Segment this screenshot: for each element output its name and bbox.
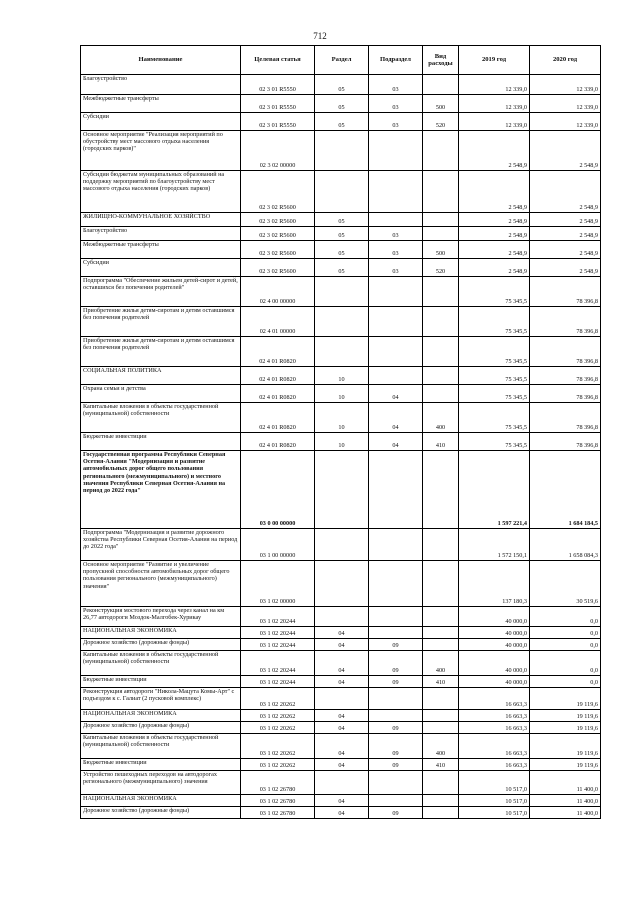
cell-name: Субсидии xyxy=(81,259,241,277)
cell-section: 05 xyxy=(315,227,369,241)
cell-2020: 2 548,9 xyxy=(530,259,601,277)
budget-table xyxy=(80,45,601,819)
cell-code: 02 3 02 R5600 xyxy=(241,213,315,227)
table-row xyxy=(81,607,601,627)
cell-name: Реконструкция автодороги "Никола-Мацута Комы-Арт" с подъездом к с. Галиат (2 пусковой комплекс) xyxy=(81,688,241,710)
table-row xyxy=(81,639,601,651)
cell-2020: 1 684 184,5 xyxy=(530,451,601,529)
table-row xyxy=(81,807,601,819)
cell-name: ЖИЛИЩНО-КОММУНАЛЬНОЕ ХОЗЯЙСТВО xyxy=(81,213,241,227)
cell-subsection: 09 xyxy=(369,651,423,676)
cell-subsection xyxy=(369,337,423,367)
cell-2019: 75 345,5 xyxy=(459,385,530,403)
cell-name: Благоустройство xyxy=(81,75,241,95)
cell-2020: 2 548,9 xyxy=(530,171,601,213)
cell-2020: 0,0 xyxy=(530,607,601,627)
cell-2020: 78 396,8 xyxy=(530,337,601,367)
cell-expense-type xyxy=(423,337,459,367)
table-row xyxy=(81,95,601,113)
cell-2020: 0,0 xyxy=(530,676,601,688)
cell-name: Субсидии бюджетам муниципальных образований на поддержку мероприятий по благоустройству мест массового отдыха населения (городских парков) xyxy=(81,171,241,213)
cell-name: Субсидии xyxy=(81,113,241,131)
table-row xyxy=(81,734,601,759)
cell-2019: 1 572 150,1 xyxy=(459,529,530,561)
cell-2020: 19 119,6 xyxy=(530,734,601,759)
cell-2019: 1 597 221,4 xyxy=(459,451,530,529)
table-row xyxy=(81,131,601,171)
cell-expense-type: 400 xyxy=(423,734,459,759)
cell-code: 03 1 02 20244 xyxy=(241,676,315,688)
cell-subsection: 09 xyxy=(369,676,423,688)
cell-2020: 78 396,8 xyxy=(530,277,601,307)
cell-subsection: 09 xyxy=(369,639,423,651)
cell-expense-type: 410 xyxy=(423,433,459,451)
table-row xyxy=(81,367,601,385)
cell-section: 04 xyxy=(315,627,369,639)
cell-2020: 1 658 084,3 xyxy=(530,529,601,561)
cell-name: Капитальные вложения в объекты государственной (муниципальной) собственности xyxy=(81,651,241,676)
cell-2019: 2 548,9 xyxy=(459,171,530,213)
cell-name: Капитальные вложения в объекты государственной (муниципальной) собственности xyxy=(81,403,241,433)
cell-subsection: 04 xyxy=(369,385,423,403)
cell-subsection xyxy=(369,561,423,607)
table-row xyxy=(81,213,601,227)
cell-subsection xyxy=(369,771,423,795)
cell-subsection: 04 xyxy=(369,433,423,451)
cell-name: Благоустройство xyxy=(81,227,241,241)
cell-name: НАЦИОНАЛЬНАЯ ЭКОНОМИКА xyxy=(81,710,241,722)
cell-2019: 16 663,3 xyxy=(459,722,530,734)
cell-subsection: 03 xyxy=(369,259,423,277)
cell-expense-type: 400 xyxy=(423,651,459,676)
cell-name: Дорожное хозяйство (дорожные фонды) xyxy=(81,722,241,734)
table-row xyxy=(81,277,601,307)
table-row xyxy=(81,676,601,688)
cell-code: 03 1 02 20262 xyxy=(241,722,315,734)
cell-code: 02 3 02 R5600 xyxy=(241,259,315,277)
cell-code: 02 4 00 00000 xyxy=(241,277,315,307)
cell-2019: 2 548,9 xyxy=(459,259,530,277)
cell-2019: 2 548,9 xyxy=(459,227,530,241)
cell-2020: 11 400,0 xyxy=(530,771,601,795)
cell-code: 03 1 02 20262 xyxy=(241,734,315,759)
cell-section: 05 xyxy=(315,241,369,259)
cell-expense-type xyxy=(423,451,459,529)
cell-expense-type xyxy=(423,171,459,213)
table-body xyxy=(81,75,601,819)
cell-code: 02 3 02 R5600 xyxy=(241,241,315,259)
cell-expense-type xyxy=(423,722,459,734)
cell-expense-type: 400 xyxy=(423,403,459,433)
cell-2019: 40 000,0 xyxy=(459,607,530,627)
cell-2020: 19 119,6 xyxy=(530,710,601,722)
cell-code: 03 1 02 26780 xyxy=(241,795,315,807)
cell-2019: 16 663,3 xyxy=(459,688,530,710)
cell-expense-type xyxy=(423,307,459,337)
cell-2020: 0,0 xyxy=(530,627,601,639)
cell-name: Основное мероприятие "Реализация мероприятий по обустройству мест массового отдыха населения (городских парков)" xyxy=(81,131,241,171)
cell-code: 03 1 02 26780 xyxy=(241,771,315,795)
cell-section: 05 xyxy=(315,75,369,95)
cell-code: 02 4 01 R0820 xyxy=(241,367,315,385)
cell-section xyxy=(315,771,369,795)
cell-subsection xyxy=(369,213,423,227)
cell-section: 04 xyxy=(315,722,369,734)
cell-expense-type xyxy=(423,561,459,607)
cell-subsection xyxy=(369,171,423,213)
cell-2020: 78 396,8 xyxy=(530,385,601,403)
cell-subsection: 09 xyxy=(369,734,423,759)
cell-code: 02 3 01 R5550 xyxy=(241,75,315,95)
cell-section xyxy=(315,307,369,337)
cell-subsection xyxy=(369,277,423,307)
table-row xyxy=(81,227,601,241)
table-row xyxy=(81,113,601,131)
table-row xyxy=(81,171,601,213)
cell-2020: 78 396,8 xyxy=(530,433,601,451)
cell-2020: 19 119,6 xyxy=(530,688,601,710)
table-row xyxy=(81,529,601,561)
cell-section: 04 xyxy=(315,651,369,676)
cell-expense-type xyxy=(423,807,459,819)
cell-name: Бюджетные инвестиции xyxy=(81,676,241,688)
cell-section xyxy=(315,607,369,627)
table-row xyxy=(81,403,601,433)
cell-2020: 0,0 xyxy=(530,651,601,676)
cell-expense-type xyxy=(423,529,459,561)
cell-subsection: 04 xyxy=(369,403,423,433)
table-row xyxy=(81,651,601,676)
column-header-section: Раздел xyxy=(315,46,369,75)
cell-code: 02 3 02 R5600 xyxy=(241,227,315,241)
column-header-code: Целевая статья xyxy=(241,46,315,75)
column-header-name: Наименование xyxy=(81,46,241,75)
cell-2019: 12 339,0 xyxy=(459,95,530,113)
column-header-2020: 2020 год xyxy=(530,46,601,75)
table-row xyxy=(81,795,601,807)
cell-2019: 40 000,0 xyxy=(459,627,530,639)
cell-section: 05 xyxy=(315,259,369,277)
table-header-row xyxy=(81,46,601,75)
cell-expense-type: 500 xyxy=(423,241,459,259)
cell-2020: 11 400,0 xyxy=(530,795,601,807)
cell-expense-type xyxy=(423,213,459,227)
cell-2019: 75 345,5 xyxy=(459,367,530,385)
cell-code: 03 1 02 20262 xyxy=(241,710,315,722)
cell-2020: 2 548,9 xyxy=(530,131,601,171)
cell-code: 03 1 00 00000 xyxy=(241,529,315,561)
cell-section xyxy=(315,277,369,307)
cell-2019: 12 339,0 xyxy=(459,75,530,95)
table-row xyxy=(81,307,601,337)
table-row xyxy=(81,75,601,95)
cell-expense-type xyxy=(423,367,459,385)
cell-2020: 78 396,8 xyxy=(530,307,601,337)
page-number: 712 xyxy=(313,31,327,41)
cell-2019: 10 517,0 xyxy=(459,795,530,807)
cell-subsection xyxy=(369,688,423,710)
cell-expense-type: 410 xyxy=(423,676,459,688)
cell-2019: 75 345,5 xyxy=(459,403,530,433)
cell-subsection: 03 xyxy=(369,227,423,241)
cell-code: 02 3 02 R5600 xyxy=(241,171,315,213)
cell-name: Приобретение жилья детям-сиротам и детям оставшимся без попечения родителей xyxy=(81,337,241,367)
cell-code: 02 4 01 R0820 xyxy=(241,433,315,451)
cell-subsection xyxy=(369,307,423,337)
cell-subsection xyxy=(369,627,423,639)
cell-code: 02 3 01 R5550 xyxy=(241,113,315,131)
cell-2019: 137 180,3 xyxy=(459,561,530,607)
cell-name: СОЦИАЛЬНАЯ ПОЛИТИКА xyxy=(81,367,241,385)
cell-name: Капитальные вложения в объекты государственной (муниципальной) собственности xyxy=(81,734,241,759)
cell-expense-type xyxy=(423,131,459,171)
cell-subsection xyxy=(369,367,423,385)
cell-2020: 2 548,9 xyxy=(530,227,601,241)
cell-name: НАЦИОНАЛЬНАЯ ЭКОНОМИКА xyxy=(81,795,241,807)
cell-2019: 40 000,0 xyxy=(459,676,530,688)
cell-code: 03 1 02 20244 xyxy=(241,607,315,627)
cell-2019: 16 663,3 xyxy=(459,710,530,722)
cell-code: 03 1 02 20244 xyxy=(241,651,315,676)
cell-expense-type xyxy=(423,710,459,722)
cell-section: 04 xyxy=(315,710,369,722)
cell-code: 02 4 01 00000 xyxy=(241,307,315,337)
cell-expense-type xyxy=(423,607,459,627)
cell-2020: 12 339,0 xyxy=(530,75,601,95)
cell-2020: 19 119,6 xyxy=(530,759,601,771)
cell-code: 03 0 00 00000 xyxy=(241,451,315,529)
cell-2020: 78 396,8 xyxy=(530,367,601,385)
cell-section: 10 xyxy=(315,385,369,403)
cell-section: 05 xyxy=(315,95,369,113)
cell-section xyxy=(315,131,369,171)
cell-2020: 19 119,6 xyxy=(530,722,601,734)
cell-2019: 75 345,5 xyxy=(459,307,530,337)
cell-code: 02 4 01 R0820 xyxy=(241,385,315,403)
cell-section xyxy=(315,688,369,710)
cell-subsection: 03 xyxy=(369,241,423,259)
cell-2019: 10 517,0 xyxy=(459,771,530,795)
cell-2019: 10 517,0 xyxy=(459,807,530,819)
cell-name: Охрана семьи и детства xyxy=(81,385,241,403)
cell-section: 04 xyxy=(315,795,369,807)
table-row xyxy=(81,722,601,734)
cell-2019: 40 000,0 xyxy=(459,651,530,676)
cell-code: 03 1 02 20244 xyxy=(241,627,315,639)
cell-section xyxy=(315,337,369,367)
table-row xyxy=(81,627,601,639)
cell-2020: 2 548,9 xyxy=(530,241,601,259)
table-row xyxy=(81,759,601,771)
column-header-subsection: Подраздел xyxy=(369,46,423,75)
cell-expense-type xyxy=(423,277,459,307)
cell-name: Дорожное хозяйство (дорожные фонды) xyxy=(81,807,241,819)
cell-name: Бюджетные инвестиции xyxy=(81,759,241,771)
cell-section xyxy=(315,451,369,529)
cell-section: 04 xyxy=(315,759,369,771)
cell-2020: 11 400,0 xyxy=(530,807,601,819)
table-row xyxy=(81,710,601,722)
cell-expense-type xyxy=(423,627,459,639)
cell-name: Подпрограмма "Модернизация и развитие дорожного хозяйства Республики Северная Осетия-Алания на период до 2022 года" xyxy=(81,529,241,561)
cell-2019: 16 663,3 xyxy=(459,734,530,759)
cell-subsection xyxy=(369,131,423,171)
cell-name: Межбюджетные трансферты xyxy=(81,95,241,113)
cell-subsection xyxy=(369,451,423,529)
cell-expense-type: 410 xyxy=(423,759,459,771)
cell-2019: 2 548,9 xyxy=(459,131,530,171)
cell-section: 04 xyxy=(315,676,369,688)
cell-subsection xyxy=(369,710,423,722)
cell-code: 03 1 02 20244 xyxy=(241,639,315,651)
cell-2019: 75 345,5 xyxy=(459,277,530,307)
cell-code: 03 1 02 26780 xyxy=(241,807,315,819)
table-row xyxy=(81,259,601,277)
cell-code: 02 3 01 R5550 xyxy=(241,95,315,113)
cell-2019: 12 339,0 xyxy=(459,113,530,131)
cell-subsection: 03 xyxy=(369,113,423,131)
cell-section: 05 xyxy=(315,213,369,227)
cell-2019: 75 345,5 xyxy=(459,433,530,451)
cell-name: Государственная программа Республики Северная Осетия-Алания "Модернизация и развитие автомобильных дорог общего пользования регионального (межмуниципального) и местного значения Республики Северная Осетия-Алания на период до 2022 года" xyxy=(81,451,241,529)
cell-expense-type xyxy=(423,385,459,403)
cell-subsection: 09 xyxy=(369,807,423,819)
cell-expense-type xyxy=(423,227,459,241)
cell-code: 02 4 01 R0820 xyxy=(241,403,315,433)
column-header-2019: 2019 год xyxy=(459,46,530,75)
cell-expense-type: 500 xyxy=(423,95,459,113)
cell-section: 04 xyxy=(315,734,369,759)
cell-name: Подпрограмма "Обеспечение жильем детей-сирот и детей, оставшихся без попечения родителей" xyxy=(81,277,241,307)
table-row xyxy=(81,771,601,795)
cell-section: 10 xyxy=(315,367,369,385)
cell-name: Дорожное хозяйство (дорожные фонды) xyxy=(81,639,241,651)
table-row xyxy=(81,688,601,710)
cell-code: 03 1 02 20262 xyxy=(241,759,315,771)
cell-name: Устройство пешеходных переходов на автодорогах регионального (межмуниципального) значения xyxy=(81,771,241,795)
cell-section xyxy=(315,529,369,561)
cell-subsection xyxy=(369,607,423,627)
cell-2020: 12 339,0 xyxy=(530,95,601,113)
cell-expense-type: 520 xyxy=(423,259,459,277)
cell-2020: 2 548,9 xyxy=(530,213,601,227)
cell-code: 02 4 01 R0820 xyxy=(241,337,315,367)
cell-expense-type xyxy=(423,771,459,795)
cell-section: 10 xyxy=(315,403,369,433)
cell-2019: 2 548,9 xyxy=(459,241,530,259)
table-row xyxy=(81,385,601,403)
cell-2020: 78 396,8 xyxy=(530,403,601,433)
cell-section xyxy=(315,171,369,213)
cell-code: 02 3 02 00000 xyxy=(241,131,315,171)
cell-expense-type xyxy=(423,795,459,807)
cell-2020: 12 339,0 xyxy=(530,113,601,131)
cell-subsection: 09 xyxy=(369,759,423,771)
cell-name: Межбюджетные трансферты xyxy=(81,241,241,259)
cell-subsection: 03 xyxy=(369,95,423,113)
cell-code: 03 1 02 00000 xyxy=(241,561,315,607)
column-header-expense-type: Вид расходы xyxy=(423,46,459,75)
cell-section: 04 xyxy=(315,639,369,651)
table-row xyxy=(81,451,601,529)
cell-2019: 16 663,3 xyxy=(459,759,530,771)
table-row xyxy=(81,241,601,259)
cell-2019: 2 548,9 xyxy=(459,213,530,227)
cell-section: 05 xyxy=(315,113,369,131)
cell-name: Бюджетные инвестиции xyxy=(81,433,241,451)
cell-2020: 0,0 xyxy=(530,639,601,651)
cell-code: 03 1 02 20262 xyxy=(241,688,315,710)
table-row xyxy=(81,561,601,607)
cell-name: Реконструкция мостового перехода через канал на км 26,77 автодороги Моздок-Малгобек-Хурикау xyxy=(81,607,241,627)
table-row xyxy=(81,433,601,451)
cell-section xyxy=(315,561,369,607)
cell-name: НАЦИОНАЛЬНАЯ ЭКОНОМИКА xyxy=(81,627,241,639)
cell-section: 10 xyxy=(315,433,369,451)
cell-2019: 40 000,0 xyxy=(459,639,530,651)
cell-2020: 30 519,6 xyxy=(530,561,601,607)
cell-subsection xyxy=(369,795,423,807)
table-row xyxy=(81,337,601,367)
cell-subsection: 03 xyxy=(369,75,423,95)
cell-2019: 75 345,5 xyxy=(459,337,530,367)
cell-section: 04 xyxy=(315,807,369,819)
cell-expense-type xyxy=(423,75,459,95)
cell-expense-type: 520 xyxy=(423,113,459,131)
cell-expense-type xyxy=(423,688,459,710)
cell-subsection: 09 xyxy=(369,722,423,734)
cell-subsection xyxy=(369,529,423,561)
cell-expense-type xyxy=(423,639,459,651)
cell-name: Основное мероприятие "Развитие и увеличение пропускной способности автомобильных дорог общего пользования регионального (межмуниципального) значения" xyxy=(81,561,241,607)
cell-name: Приобретение жилья детям-сиротам и детям оставшимся без попечения родителей xyxy=(81,307,241,337)
